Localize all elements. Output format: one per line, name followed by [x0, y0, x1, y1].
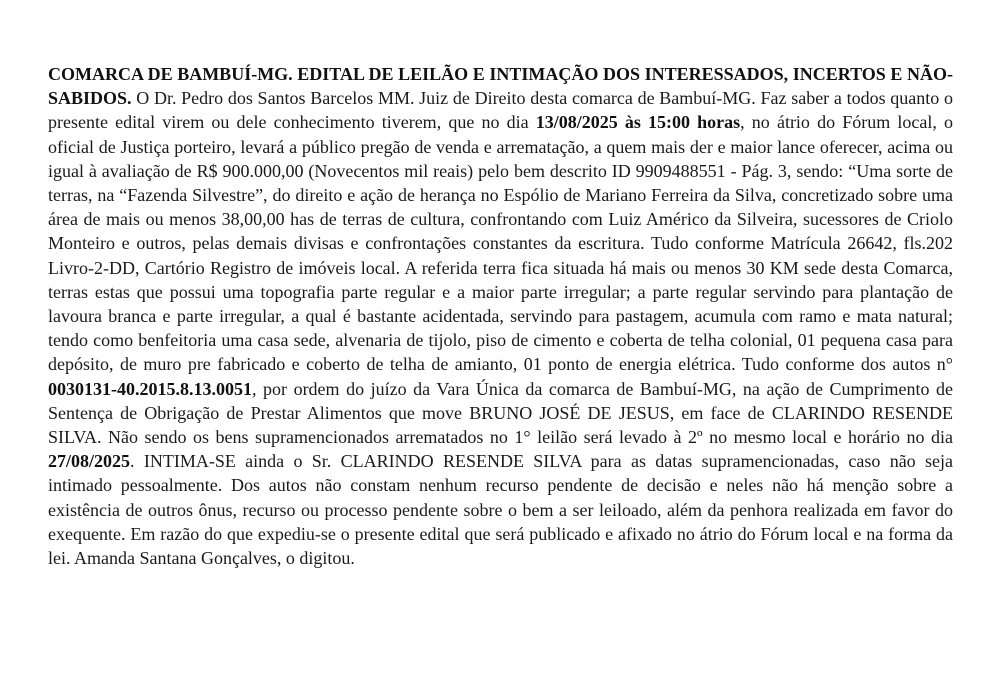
- first-auction-date-time: 13/08/2025 às 15:00 horas: [535, 112, 741, 133]
- edital-paragraph: [48, 62, 953, 570]
- edital-intro-text: O Dr. Pedro dos Santos Barcelos MM. Juiz de Direito desta comarca de Bambuí-MG. Faz saber a todos quanto o presente edital virem ou dele conhecimento tiverem, que no dia: [48, 88, 953, 133]
- second-auction-date: 27/08/2025: [48, 451, 131, 472]
- court-action-text: , por ordem do juízo da Vara Única da comarca de Bambuí-MG, na ação de Cumprimento de Sentença de Obrigação de Prestar Alimentos que move BRUNO JOSÉ DE JESUS, em face de CLARINDO RESENDE SILVA. Não sendo os bens supramencionados arrematados no 1° leilão será levado à 2º no mesmo local e horário no dia: [48, 378, 953, 448]
- property-description-text: , no átrio do Fórum local, o oficial de Justiça porteiro, levará a público pregão de venda e arrematação, a quem mais der e maior lance oferecer, acima ou igual à avaliação de R$ 900.000,00 (Novecentos mil reais) pelo bem descrito ID 9909488551 - Pág. 3, sendo: “Uma sorte de terras, na “Fazenda Silvestre”, do direito e ação de herança no Espólio de Mariano Ferreira da Silva, concretizado sobre uma área de mais ou menos 38,00,00 has de terras de cultura, confrontando com Luiz Américo da Silveira, sucessores de Criolo Monteiro e outros, pelas demais divisas e confrontações constantes da escritura. Tudo conforme Matrícula 26642, fls.202 Livro-2-DD, Cartório Registro de imóveis local. A referida terra fica situada há mais ou menos 30 KM sede desta Comarca, terras estas que possui uma topografia parte regular e a maior parte irregular; a parte regular servindo para plantação de lavoura branca e parte irregular, a qual é bastante acidentada, servindo para pastagem, acumula com ramo e mata natural; tendo como benfeitoria uma casa sede, alvenaria de tijolo, piso de cimento e coberta de telha colonial, 01 pequena casa para depósito, de muro pre fabricado e coberto de telha de amianto, 01 ponto de energia elétrica. Tudo conforme dos autos n°: [48, 112, 953, 375]
- case-number: 0030131-40.2015.8.13.0051: [48, 378, 252, 399]
- edital-heading: COMARCA DE BAMBUÍ-MG. EDITAL DE LEILÃO E INTIMAÇÃO DOS INTERESSADOS, INCERTOS E NÃO-SABIDOS.: [48, 64, 953, 109]
- edital-document: [48, 62, 953, 570]
- closing-text: . INTIMA-SE ainda o Sr. CLARINDO RESENDE SILVA para as datas supramencionadas, caso não seja intimado pessoalmente. Dos autos não constam nenhum recurso pendente de decisão e neles não há menção sobre a existência de outros ônus, recurso ou processo pendente sobre o bem a ser leiloado, além da penhora realizada em favor do exequente. Em razão do que expediu-se o presente edital que será publicado e afixado no átrio do Fórum local e na forma da lei. Amanda Santana Gonçalves, o digitou.: [48, 451, 953, 569]
